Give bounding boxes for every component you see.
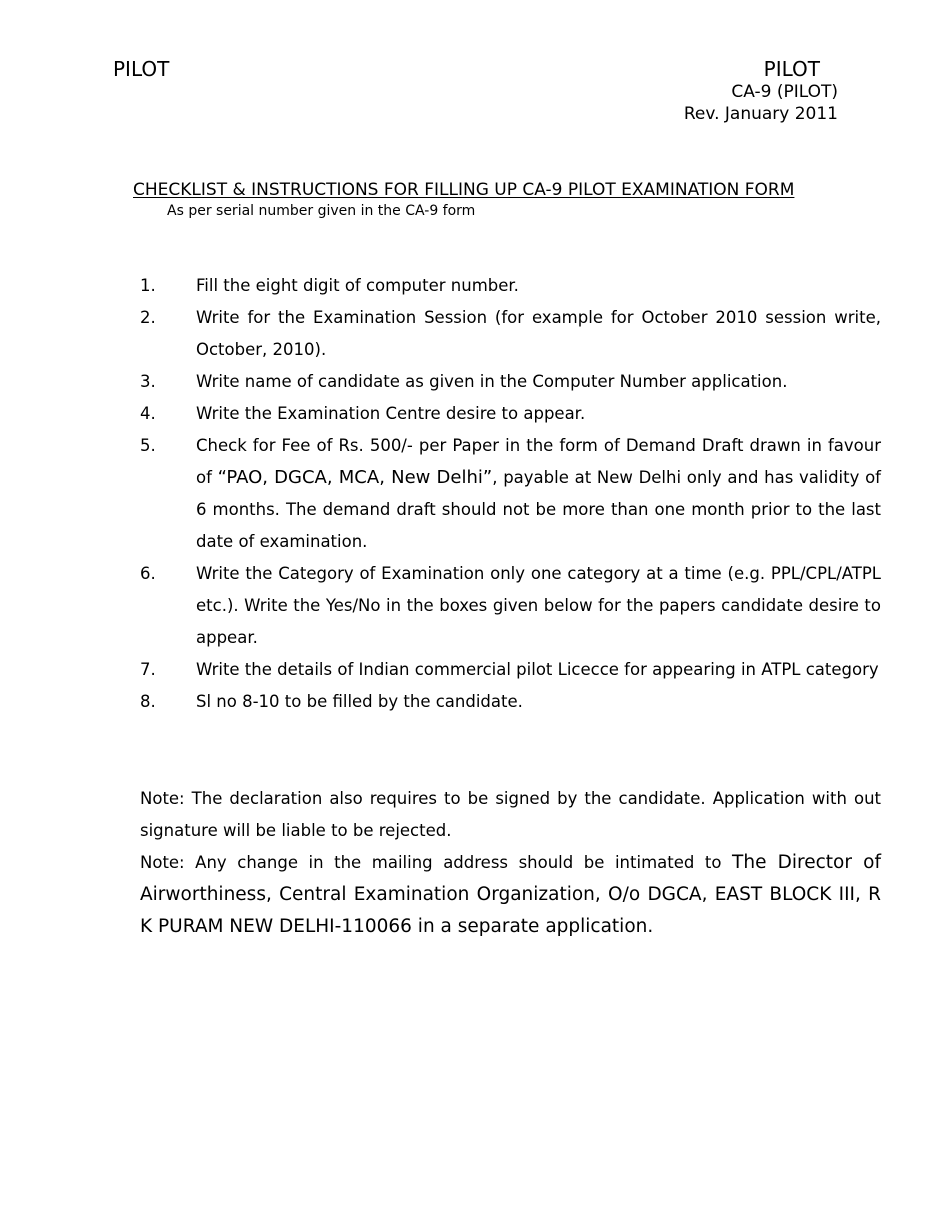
list-item [140, 398, 881, 430]
item-number: 2. [140, 308, 156, 327]
list-item [140, 302, 881, 366]
note-declaration: Note: The declaration also requires to be signed by the candidate. Application with out signature will be liable to be rejected. [140, 789, 881, 840]
item-text: Sl no 8-10 to be filled by the candidate. [196, 692, 523, 711]
document-subtitle: As per serial number given in the CA-9 form [167, 203, 476, 219]
item-number: 6. [140, 564, 156, 583]
item-text [196, 430, 881, 558]
revision-date: Rev. January 2011 [683, 104, 838, 124]
list-item [140, 654, 881, 686]
note-address-intro: Note: Any change in the mailing address should be intimated to [140, 853, 733, 872]
item-text: Write the Examination Centre desire to appear. [196, 404, 586, 423]
item-text: Fill the eight digit of computer number. [196, 276, 519, 295]
item-text: Write the Category of Examination only one category at a time (e.g. PPL/CPL/ATPL etc.). Write the Yes/No in the boxes given below for the papers candidate desire to appear. [196, 564, 881, 647]
header-left-label: PILOT [113, 57, 170, 81]
list-item [140, 430, 881, 558]
header-right-block [600, 57, 838, 125]
item-text-part: , payable at New Delhi only and has validity of 6 months. The demand draft should not be more than one month prior to the last date of examination. [196, 468, 881, 551]
item-text: Write the details of Indian commercial pilot Licecce for appearing in ATPL category [196, 660, 879, 679]
notes-section [140, 783, 881, 943]
note-address [140, 847, 881, 943]
list-item [140, 270, 881, 302]
payee-name: “PAO, DGCA, MCA, New Delhi” [217, 467, 493, 488]
instruction-list [140, 270, 881, 718]
header-right-label: PILOT [763, 57, 820, 81]
item-number: 7. [140, 660, 156, 679]
document-title: CHECKLIST & INSTRUCTIONS FOR FILLING UP CA-9 PILOT EXAMINATION FORM [133, 180, 795, 200]
item-number: 8. [140, 692, 156, 711]
item-number: 5. [140, 436, 156, 455]
list-item [140, 686, 881, 718]
item-number: 1. [140, 276, 156, 295]
item-text-part: Check for Fee of Rs. 500/- per Paper in the form of Demand Draft drawn in favour of [196, 436, 881, 487]
list-item [140, 366, 881, 398]
item-text: Write for the Examination Session (for example for October 2010 session write, October, 2010). [196, 308, 881, 359]
item-number: 3. [140, 372, 156, 391]
form-code: CA-9 (PILOT) [731, 82, 838, 102]
item-text: Write name of candidate as given in the Computer Number application. [196, 372, 788, 391]
mailing-address: The Director of Airworthiness, Central Examination Organization, O/o DGCA, EAST BLOCK III, R K PURAM NEW DELHI-110066 in a separate application. [140, 852, 881, 937]
list-item [140, 558, 881, 654]
item-number: 4. [140, 404, 156, 423]
